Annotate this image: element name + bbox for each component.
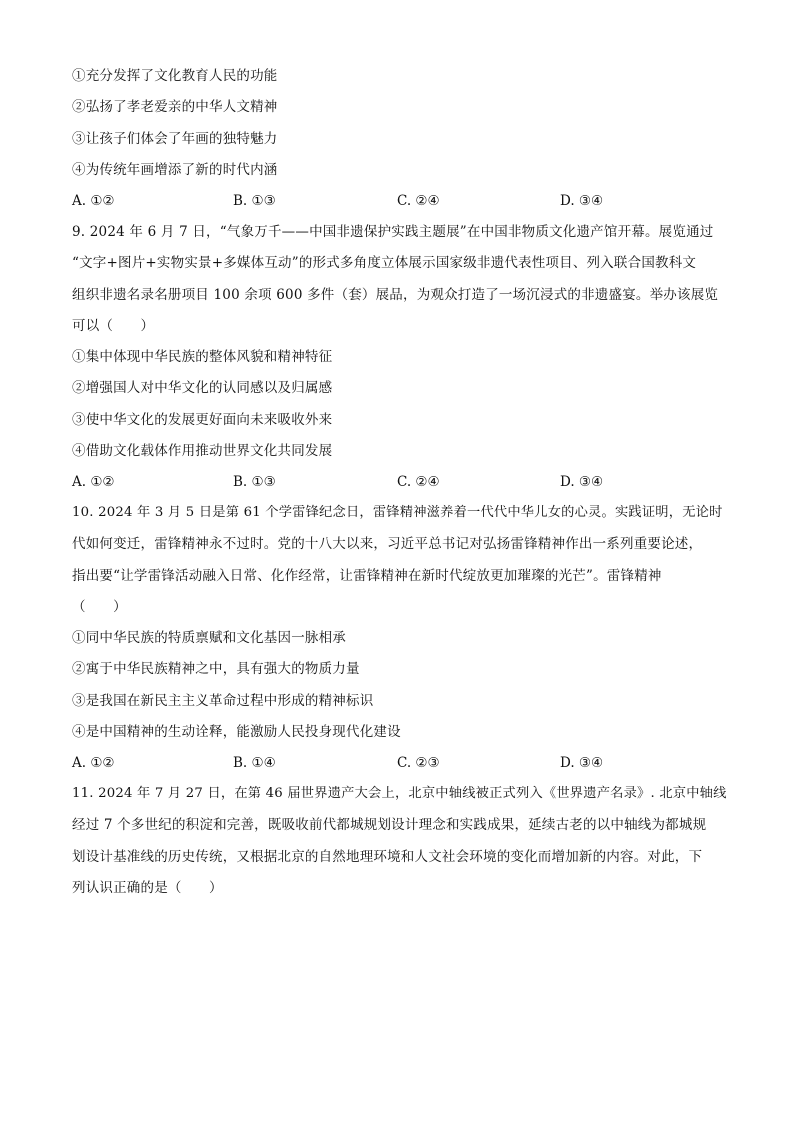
q10-stem-line-2: 代如何变迁，雷锋精神永不过时。党的十八大以来，习近平总书记对弘扬雷锋精神作出一系列重要论述， — [72, 536, 703, 552]
q9-option-a: A. ①② — [72, 474, 115, 490]
q10-option-a: A. ①② — [72, 755, 115, 771]
q8-option-c: C. ②④ — [397, 193, 440, 209]
q11-stem-line-2: 经过 7 个多世纪的积淀和完善，既吸收前代都城规划设计理念和实践成果，延续古老的以中轴线为都城规 — [72, 817, 707, 833]
q10-stem-line-3: 指出要“让学雷锋活动融入日常、化作经常，让雷锋精神在新时代绽放更加璀璨的光芒”。雷锋精神 — [72, 568, 662, 584]
q9-stem-line-1: 9. 2024 年 6 月 7 日，“气象万千——中国非遗保护实践主题展”在中国非物质文化遗产馆开幕。展览通过 — [72, 224, 714, 240]
q9-stem-line-2: “文字+图片+实物实景+多媒体互动”的形式多角度立体展示国家级非遗代表性项目、列入联合国教科文 — [72, 255, 697, 271]
q9-item-3: ③使中华文化的发展更好面向未来吸收外来 — [72, 412, 333, 428]
q10-stem-line-4: （ ） — [72, 599, 127, 615]
q8-item-4: ④为传统年画增添了新的时代内涵 — [72, 162, 278, 178]
q9-stem-line-3: 组织非遗名录名册项目 100 余项 600 多件（套）展品，为观众打造了一场沉浸式的非遗盛宴。举办该展览 — [72, 287, 719, 303]
q9-item-2: ②增强国人对中华文化的认同感以及归属感 — [72, 380, 333, 396]
q11-stem-line-4: 列认识正确的是（ ） — [72, 880, 223, 896]
q8-option-b: B. ①③ — [233, 193, 276, 209]
q10-option-d: D. ③④ — [560, 755, 604, 771]
q10-item-3: ③是我国在新民主主义革命过程中形成的精神标识 — [72, 693, 374, 709]
q9-option-c: C. ②④ — [397, 474, 440, 490]
q10-option-c: C. ②③ — [397, 755, 440, 771]
q8-option-a: A. ①② — [72, 193, 115, 209]
q9-item-1: ①集中体现中华民族的整体风貌和精神特征 — [72, 349, 333, 365]
q11-stem-line-3: 划设计基准线的历史传统，又根据北京的自然地理环境和人文社会环境的变化而增加新的内容。对此，下 — [72, 849, 703, 865]
q10-option-b: B. ①④ — [233, 755, 276, 771]
q10-item-2: ②寓于中华民族精神之中，具有强大的物质力量 — [72, 661, 360, 677]
q9-option-d: D. ③④ — [560, 474, 604, 490]
q10-item-4: ④是中国精神的生动诠释，能激励人民投身现代化建设 — [72, 724, 401, 740]
q8-item-3: ③让孩子们体会了年画的独特魅力 — [72, 131, 278, 147]
q11-stem-line-1: 11. 2024 年 7 月 27 日，在第 46 届世界遗产大会上，北京中轴线被正式列入《世界遗产名录》. 北京中轴线 — [72, 786, 727, 801]
q8-option-d: D. ③④ — [560, 193, 604, 209]
q10-options — [72, 753, 732, 773]
q9-options — [72, 472, 732, 492]
q8-item-2: ②弘扬了孝老爱亲的中华人文精神 — [72, 99, 278, 115]
q8-options — [72, 191, 732, 211]
q9-option-b: B. ①③ — [233, 474, 276, 490]
q9-stem-line-4: 可以（ ） — [72, 318, 155, 334]
q9-item-4: ④借助文化载体作用推动世界文化共同发展 — [72, 443, 333, 459]
q10-item-1: ①同中华民族的特质禀赋和文化基因一脉相承 — [72, 630, 346, 646]
q10-stem-line-1: 10. 2024 年 3 月 5 日是第 61 个学雷锋纪念日，雷锋精神滋养着一代代中华儿女的心灵。实践证明，无论时 — [72, 505, 723, 520]
q8-item-1: ①充分发挥了文化教育人民的功能 — [72, 68, 278, 84]
